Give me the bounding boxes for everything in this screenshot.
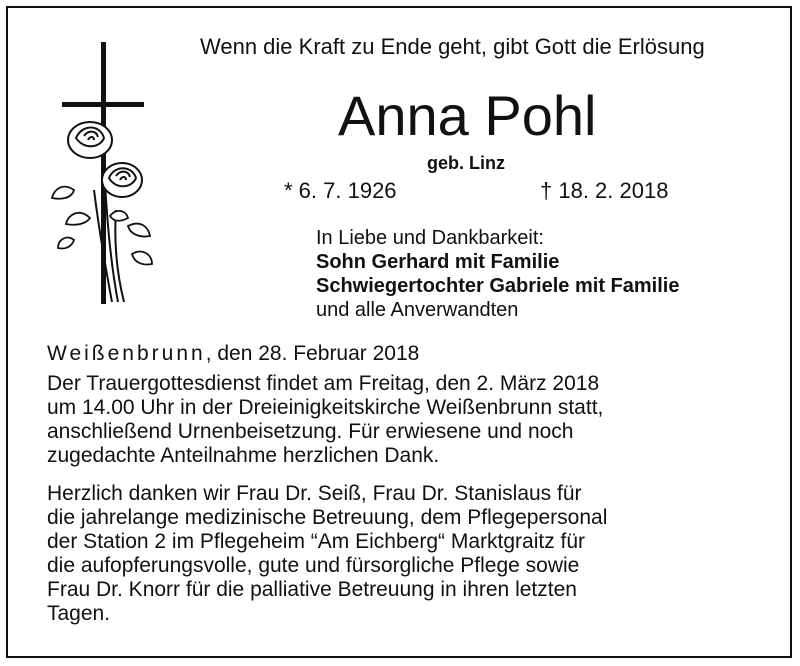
birth-date: * 6. 7. 1926 bbox=[284, 178, 397, 203]
service-paragraph bbox=[47, 372, 603, 468]
motto-text: Wenn die Kraft zu Ende geht, gibt Gott die Erlösung bbox=[200, 34, 705, 59]
notice-date: , den 28. Februar 2018 bbox=[205, 342, 420, 365]
maiden-name: geb. Linz bbox=[427, 153, 505, 173]
text-line: um 14.00 Uhr in der Dreieinigkeitskirche Weißenbrunn statt, bbox=[47, 396, 604, 419]
mourners-block bbox=[316, 226, 679, 322]
text-line: Frau Dr. Knorr für die palliative Betreuung in ihren letzten bbox=[47, 578, 577, 601]
place-name: Weißenbrunn bbox=[47, 342, 206, 365]
thanks-paragraph bbox=[47, 482, 607, 626]
text-line: die aufopferungsvolle, gute und fürsorgliche Pflege sowie bbox=[47, 554, 580, 577]
mourner-line: und alle Anverwandten bbox=[316, 299, 519, 321]
text-line: Herzlich danken wir Frau Dr. Seiß, Frau Dr. Stanislaus für bbox=[47, 482, 582, 505]
text-line: Der Trauergottesdienst findet am Freitag, den 2. März 2018 bbox=[47, 372, 600, 395]
mourner-line: Schwiegertochter Gabriele mit Familie bbox=[316, 275, 680, 297]
text-line: zugedachte Anteilnahme herzlichen Dank. bbox=[47, 444, 440, 467]
text-line: der Station 2 im Pflegeheim “Am Eichberg“ Marktgraitz für bbox=[47, 530, 586, 553]
death-date: † 18. 2. 2018 bbox=[540, 178, 669, 203]
text-line: Tagen. bbox=[47, 602, 111, 625]
deceased-name: Anna Pohl bbox=[338, 84, 597, 147]
place-date-line bbox=[47, 342, 419, 366]
mourner-line: Sohn Gerhard mit Familie bbox=[316, 251, 560, 273]
text-line: die jahrelange medizinische Betreuung, dem Pflegepersonal bbox=[47, 506, 608, 529]
cross-with-roses-icon bbox=[44, 40, 164, 310]
text-line: anschließend Urnenbeisetzung. Für erwiesene und noch bbox=[47, 420, 574, 443]
mourners-intro: In Liebe und Dankbarkeit: bbox=[316, 227, 544, 249]
